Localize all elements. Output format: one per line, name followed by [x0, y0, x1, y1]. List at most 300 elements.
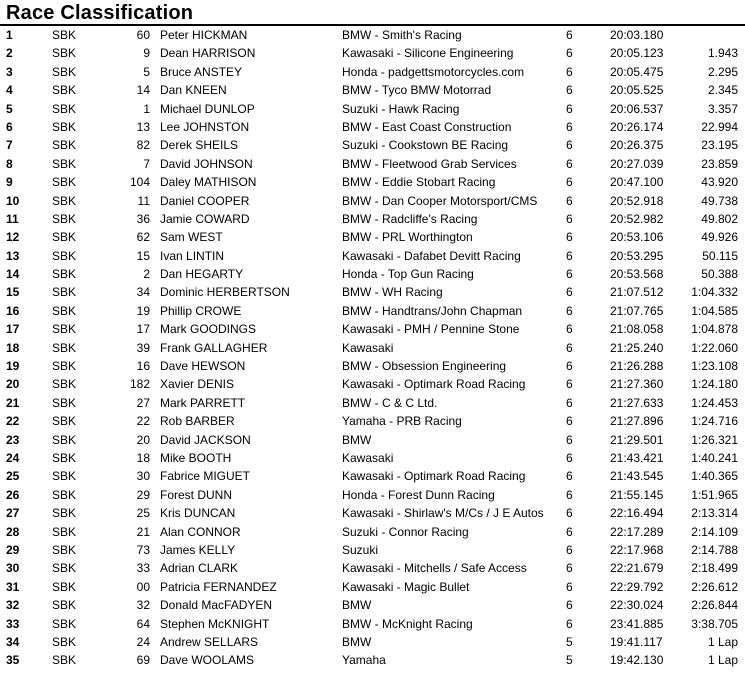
laps-cell: 6 [566, 248, 573, 263]
rider-name-cell: Derek SHEILS [160, 138, 239, 153]
rider-name-cell: Daniel COOPER [160, 193, 250, 208]
laps-cell: 5 [566, 653, 573, 668]
rider-name-cell: Bruce ANSTEY [160, 64, 243, 79]
race-number-cell: 9 [143, 46, 150, 61]
race-number-cell: 182 [129, 377, 150, 392]
race-number-cell: 73 [136, 542, 150, 557]
position-cell: 19 [6, 359, 20, 374]
laps-cell: 6 [566, 101, 573, 116]
table-row [0, 651, 745, 669]
position-cell: 14 [6, 267, 20, 282]
race-time-cell: 20:53.106 [610, 230, 664, 245]
table-row [0, 320, 745, 338]
team-cell: Honda - Forest Dunn Racing [342, 487, 495, 502]
laps-cell: 6 [566, 524, 573, 539]
rider-name-cell: Frank GALLAGHER [160, 340, 268, 355]
table-row [0, 100, 745, 118]
team-cell: Kawasaki - Dafabet Devitt Racing [342, 248, 521, 263]
rider-name-cell: Peter HICKMAN [160, 28, 248, 42]
race-number-cell: 7 [143, 156, 150, 171]
rider-name-cell: Dean HARRISON [160, 46, 256, 61]
race-time-cell: 21:25.240 [610, 340, 664, 355]
team-cell: BMW - C & C Ltd. [342, 395, 438, 410]
race-time-cell: 20:26.174 [610, 119, 664, 134]
race-number-cell: 69 [136, 653, 150, 668]
rider-name-cell: Adrian CLARK [160, 561, 239, 576]
race-number-cell: 25 [136, 506, 150, 521]
rider-name-cell: Phillip CROWE [160, 303, 242, 318]
table-row [0, 339, 745, 357]
gap-cell: 1:04.332 [691, 285, 738, 300]
rider-name-cell: Mark GOODINGS [160, 322, 257, 337]
class-cell: SBK [52, 561, 77, 576]
class-cell: SBK [52, 156, 77, 171]
table-row [0, 412, 745, 430]
rider-name-cell: Fabrice MIGUET [160, 469, 251, 484]
table-row [0, 265, 745, 283]
race-time-cell: 21:27.896 [610, 414, 664, 429]
position-cell: 35 [6, 653, 20, 668]
race-time-cell: 21:27.360 [610, 377, 664, 392]
race-number-cell: 104 [129, 175, 150, 190]
class-cell: SBK [52, 616, 77, 631]
class-cell: SBK [52, 432, 77, 447]
laps-cell: 6 [566, 119, 573, 134]
rider-name-cell: Dave WOOLAMS [160, 653, 255, 668]
race-number-cell: 39 [136, 340, 150, 355]
position-cell: 24 [6, 450, 20, 465]
class-cell: SBK [52, 414, 77, 429]
position-cell: 20 [6, 377, 20, 392]
table-row [0, 81, 745, 99]
race-time-cell: 19:42.130 [610, 653, 664, 668]
race-time-cell: 21:26.288 [610, 359, 664, 374]
class-cell: SBK [52, 598, 77, 613]
table-row [0, 578, 745, 596]
class-cell: SBK [52, 285, 77, 300]
gap-cell: 1.943 [707, 46, 738, 61]
team-cell: Honda - Top Gun Racing [342, 267, 474, 282]
team-cell: BMW - Obsession Engineering [342, 359, 507, 374]
team-cell: BMW - Smith's Racing [342, 28, 462, 42]
laps-cell: 6 [566, 340, 573, 355]
gap-cell: 49.738 [701, 193, 738, 208]
race-number-cell: 17 [136, 322, 150, 337]
class-cell: SBK [52, 101, 77, 116]
gap-cell: 3:38.705 [691, 616, 738, 631]
gap-cell: 2:13.314 [691, 506, 738, 521]
table-row [0, 449, 745, 467]
gap-cell: 1:04.585 [691, 303, 738, 318]
race-time-cell: 20:47.100 [610, 175, 664, 190]
team-cell: Kawasaki - Magic Bullet [342, 579, 470, 594]
race-number-cell: 34 [136, 285, 150, 300]
team-cell: Suzuki - Connor Racing [342, 524, 469, 539]
class-cell: SBK [52, 653, 77, 668]
race-number-cell: 5 [143, 64, 150, 79]
laps-cell: 6 [566, 395, 573, 410]
gap-cell: 1:24.180 [691, 377, 738, 392]
race-time-cell: 21:27.633 [610, 395, 664, 410]
rider-name-cell: Forest DUNN [160, 487, 233, 502]
class-cell: SBK [52, 119, 77, 134]
position-cell: 8 [6, 156, 13, 171]
race-number-cell: 00 [136, 579, 150, 594]
team-cell: Kawasaki - Silicone Engineering [342, 46, 514, 61]
class-cell: SBK [52, 579, 77, 594]
rider-name-cell: Dominic HERBERTSON [160, 285, 290, 300]
team-cell: BMW - Eddie Stobart Racing [342, 175, 496, 190]
laps-cell: 6 [566, 138, 573, 153]
race-time-cell: 20:05.475 [610, 64, 664, 79]
rider-name-cell: Sam WEST [160, 230, 223, 245]
table-row [0, 302, 745, 320]
laps-cell: 6 [566, 230, 573, 245]
position-cell: 15 [6, 285, 20, 300]
class-cell: SBK [52, 487, 77, 502]
laps-cell: 6 [566, 377, 573, 392]
gap-cell: 1:23.108 [691, 359, 738, 374]
race-number-cell: 15 [136, 248, 150, 263]
position-cell: 32 [6, 598, 20, 613]
gap-cell: 43.920 [701, 175, 738, 190]
position-cell: 29 [6, 542, 20, 557]
laps-cell: 6 [566, 267, 573, 282]
rider-name-cell: Jamie COWARD [160, 211, 250, 226]
table-row [0, 559, 745, 577]
class-cell: SBK [52, 248, 77, 263]
laps-cell: 6 [566, 64, 573, 79]
position-cell: 2 [6, 46, 13, 61]
table-row [0, 44, 745, 62]
class-cell: SBK [52, 230, 77, 245]
team-cell: Kawasaki - Shirlaw's M/Cs / J E Autos [342, 506, 544, 521]
race-time-cell: 20:52.982 [610, 211, 664, 226]
race-number-cell: 18 [136, 450, 150, 465]
position-cell: 4 [6, 83, 13, 98]
table-row [0, 210, 745, 228]
race-time-cell: 22:17.968 [610, 542, 664, 557]
race-time-cell: 21:55.145 [610, 487, 664, 502]
gap-cell: 22.994 [701, 119, 738, 134]
table-row [0, 486, 745, 504]
team-cell: BMW - WH Racing [342, 285, 443, 300]
table-row [0, 504, 745, 522]
position-cell: 13 [6, 248, 20, 263]
class-cell: SBK [52, 469, 77, 484]
class-cell: SBK [52, 28, 77, 42]
team-cell: BMW - Radcliffe's Racing [342, 211, 478, 226]
class-cell: SBK [52, 175, 77, 190]
gap-cell: 1:26.321 [691, 432, 738, 447]
rider-name-cell: James KELLY [160, 542, 236, 557]
race-time-cell: 20:53.568 [610, 267, 664, 282]
team-cell: BMW - Handtrans/John Chapman [342, 303, 523, 318]
team-cell: BMW [342, 634, 372, 649]
race-number-cell: 16 [136, 359, 150, 374]
rider-name-cell: Dave HEWSON [160, 359, 246, 374]
race-number-cell: 22 [136, 414, 150, 429]
rider-name-cell: Xavier DENIS [160, 377, 235, 392]
race-time-cell: 21:07.512 [610, 285, 664, 300]
race-time-cell: 20:26.375 [610, 138, 664, 153]
laps-cell: 6 [566, 322, 573, 337]
class-cell: SBK [52, 46, 77, 61]
gap-cell: 2:18.499 [691, 561, 738, 576]
position-cell: 10 [6, 193, 20, 208]
rider-name-cell: Lee JOHNSTON [160, 119, 250, 134]
position-cell: 6 [6, 119, 13, 134]
position-cell: 26 [6, 487, 20, 502]
laps-cell: 5 [566, 634, 573, 649]
rider-name-cell: David JOHNSON [160, 156, 253, 171]
race-number-cell: 60 [136, 28, 150, 42]
rider-name-cell: Patricia FERNANDEZ [160, 579, 277, 594]
gap-cell: 1:51.965 [691, 487, 738, 502]
laps-cell: 6 [566, 285, 573, 300]
laps-cell: 6 [566, 450, 573, 465]
class-cell: SBK [52, 83, 77, 98]
position-cell: 21 [6, 395, 20, 410]
position-cell: 16 [6, 303, 20, 318]
race-time-cell: 21:43.421 [610, 450, 664, 465]
table-row [0, 523, 745, 541]
table-row [0, 596, 745, 614]
laps-cell: 6 [566, 506, 573, 521]
laps-cell: 6 [566, 303, 573, 318]
rider-name-cell: Donald MacFADYEN [160, 598, 273, 613]
table-row [0, 283, 745, 301]
gap-cell: 2:14.109 [691, 524, 738, 539]
table-row [0, 467, 745, 485]
class-cell: SBK [52, 377, 77, 392]
rider-name-cell: Dan HEGARTY [160, 267, 244, 282]
rider-name-cell: Mark PARRETT [160, 395, 246, 410]
race-number-cell: 33 [136, 561, 150, 576]
position-cell: 5 [6, 101, 13, 116]
position-cell: 27 [6, 506, 20, 521]
gap-cell: 1:24.453 [691, 395, 738, 410]
race-number-cell: 62 [136, 230, 150, 245]
class-cell: SBK [52, 359, 77, 374]
race-number-cell: 14 [136, 83, 150, 98]
gap-cell: 23.195 [701, 138, 738, 153]
laps-cell: 6 [566, 46, 573, 61]
class-cell: SBK [52, 322, 77, 337]
gap-cell: 3.357 [707, 101, 738, 116]
class-cell: SBK [52, 542, 77, 557]
race-number-cell: 19 [136, 303, 150, 318]
rider-name-cell: David JACKSON [160, 432, 251, 447]
race-number-cell: 24 [136, 634, 150, 649]
gap-cell: 1:24.716 [691, 414, 738, 429]
team-cell: Suzuki - Hawk Racing [342, 101, 460, 116]
gap-cell: 2:14.788 [691, 542, 738, 557]
laps-cell: 6 [566, 193, 573, 208]
table-row [0, 394, 745, 412]
position-cell: 25 [6, 469, 20, 484]
team-cell: BMW - McKnight Racing [342, 616, 473, 631]
race-time-cell: 20:06.537 [610, 101, 664, 116]
rider-name-cell: Alan CONNOR [160, 524, 241, 539]
race-number-cell: 29 [136, 487, 150, 502]
team-cell: Kawasaki - PMH / Pennine Stone [342, 322, 520, 337]
team-cell: BMW - Tyco BMW Motorrad [342, 83, 492, 98]
gap-cell: 2.345 [707, 83, 738, 98]
race-time-cell: 21:08.058 [610, 322, 664, 337]
table-row [0, 247, 745, 265]
team-cell: Honda - padgettsmotorcycles.com [342, 64, 525, 79]
table-row [0, 357, 745, 375]
position-cell: 7 [6, 138, 13, 153]
position-cell: 28 [6, 524, 20, 539]
rider-name-cell: Rob BARBER [160, 414, 235, 429]
gap-cell: 1:22.060 [691, 340, 738, 355]
race-time-cell: 22:29.792 [610, 579, 664, 594]
race-number-cell: 64 [136, 616, 150, 631]
gap-cell: 1 Lap [707, 653, 738, 668]
race-time-cell: 20:27.039 [610, 156, 664, 171]
race-number-cell: 11 [137, 193, 150, 208]
class-cell: SBK [52, 211, 77, 226]
race-number-cell: 82 [136, 138, 150, 153]
laps-cell: 6 [566, 175, 573, 190]
race-time-cell: 22:17.289 [610, 524, 664, 539]
position-cell: 18 [6, 340, 20, 355]
laps-cell: 6 [566, 83, 573, 98]
race-number-cell: 1 [143, 101, 150, 116]
table-row [0, 118, 745, 136]
position-cell: 30 [6, 561, 20, 576]
position-cell: 3 [6, 64, 13, 79]
gap-cell: 2:26.612 [691, 579, 738, 594]
race-number-cell: 13 [136, 119, 150, 134]
table-row [0, 192, 745, 210]
race-time-cell: 22:30.024 [610, 598, 664, 613]
table-row [0, 26, 745, 44]
rider-name-cell: Andrew SELLARS [160, 634, 259, 649]
race-time-cell: 22:16.494 [610, 506, 664, 521]
race-time-cell: 21:07.765 [610, 303, 664, 318]
rider-name-cell: Kris DUNCAN [160, 506, 236, 521]
class-cell: SBK [52, 138, 77, 153]
race-number-cell: 21 [136, 524, 150, 539]
gap-cell: 49.802 [701, 211, 738, 226]
team-cell: Kawasaki [342, 340, 394, 355]
position-cell: 22 [6, 414, 20, 429]
gap-cell: 2.295 [707, 64, 738, 79]
laps-cell: 6 [566, 561, 573, 576]
position-cell: 34 [6, 634, 20, 649]
race-number-cell: 32 [136, 598, 150, 613]
laps-cell: 6 [566, 156, 573, 171]
table-row [0, 615, 745, 633]
race-time-cell: 21:43.545 [610, 469, 664, 484]
table-row [0, 63, 745, 81]
laps-cell: 6 [566, 359, 573, 374]
race-time-cell: 20:52.918 [610, 193, 664, 208]
team-cell: Kawasaki [342, 450, 394, 465]
table-row [0, 633, 745, 651]
race-number-cell: 30 [136, 469, 150, 484]
table-row [0, 431, 745, 449]
laps-cell: 6 [566, 28, 573, 42]
laps-cell: 6 [566, 469, 573, 484]
laps-cell: 6 [566, 211, 573, 226]
gap-cell: 1:04.878 [691, 322, 738, 337]
race-time-cell: 20:05.123 [610, 46, 664, 61]
class-cell: SBK [52, 303, 77, 318]
team-cell: BMW - PRL Worthington [342, 230, 473, 245]
laps-cell: 6 [566, 598, 573, 613]
race-time-cell: 20:53.295 [610, 248, 664, 263]
team-cell: BMW - Fleetwood Grab Services [342, 156, 517, 171]
table-row [0, 375, 745, 393]
team-cell: Kawasaki - Optimark Road Racing [342, 377, 526, 392]
position-cell: 23 [6, 432, 20, 447]
laps-cell: 6 [566, 487, 573, 502]
laps-cell: 6 [566, 414, 573, 429]
rider-name-cell: Stephen McKNIGHT [160, 616, 270, 631]
gap-cell: 1:40.365 [691, 469, 738, 484]
team-cell: Suzuki - Cookstown BE Racing [342, 138, 509, 153]
class-cell: SBK [52, 634, 77, 649]
class-cell: SBK [52, 450, 77, 465]
class-cell: SBK [52, 64, 77, 79]
class-cell: SBK [52, 340, 77, 355]
class-cell: SBK [52, 193, 77, 208]
team-cell: BMW [342, 598, 372, 613]
table-row [0, 173, 745, 191]
team-cell: BMW - Dan Cooper Motorsport/CMS [342, 193, 538, 208]
gap-cell: 50.388 [701, 267, 738, 282]
position-cell: 17 [6, 322, 20, 337]
team-cell: Kawasaki - Optimark Road Racing [342, 469, 526, 484]
position-cell: 11 [6, 211, 19, 226]
gap-cell: 1:40.241 [691, 450, 738, 465]
laps-cell: 6 [566, 432, 573, 447]
laps-cell: 6 [566, 579, 573, 594]
race-number-cell: 36 [136, 211, 150, 226]
race-number-cell: 27 [136, 395, 150, 410]
position-cell: 12 [6, 230, 20, 245]
class-cell: SBK [52, 524, 77, 539]
table-row [0, 228, 745, 246]
gap-cell: 2:26.844 [691, 598, 738, 613]
position-cell: 1 [6, 28, 13, 42]
race-time-cell: 21:29.501 [610, 432, 664, 447]
page-title: Race Classification [6, 2, 194, 24]
team-cell: Kawasaki - Mitchells / Safe Access [342, 561, 527, 576]
table-row [0, 541, 745, 559]
team-cell: Yamaha - PRB Racing [342, 414, 462, 429]
rider-name-cell: Michael DUNLOP [160, 101, 255, 116]
class-cell: SBK [52, 395, 77, 410]
team-cell: BMW [342, 432, 372, 447]
race-time-cell: 22:21.679 [610, 561, 664, 576]
race-time-cell: 20:03.180 [610, 28, 664, 42]
race-time-cell: 20:05.525 [610, 83, 664, 98]
team-cell: Suzuki [342, 542, 379, 557]
laps-cell: 6 [566, 542, 573, 557]
gap-cell: 1 Lap [707, 634, 738, 649]
gap-cell: 23.859 [701, 156, 738, 171]
race-time-cell: 23:41.885 [610, 616, 664, 631]
rider-name-cell: Ivan LINTIN [160, 248, 225, 263]
race-time-cell: 19:41.117 [610, 634, 663, 649]
classification-table [0, 26, 745, 670]
rider-name-cell: Daley MATHISON [160, 175, 257, 190]
